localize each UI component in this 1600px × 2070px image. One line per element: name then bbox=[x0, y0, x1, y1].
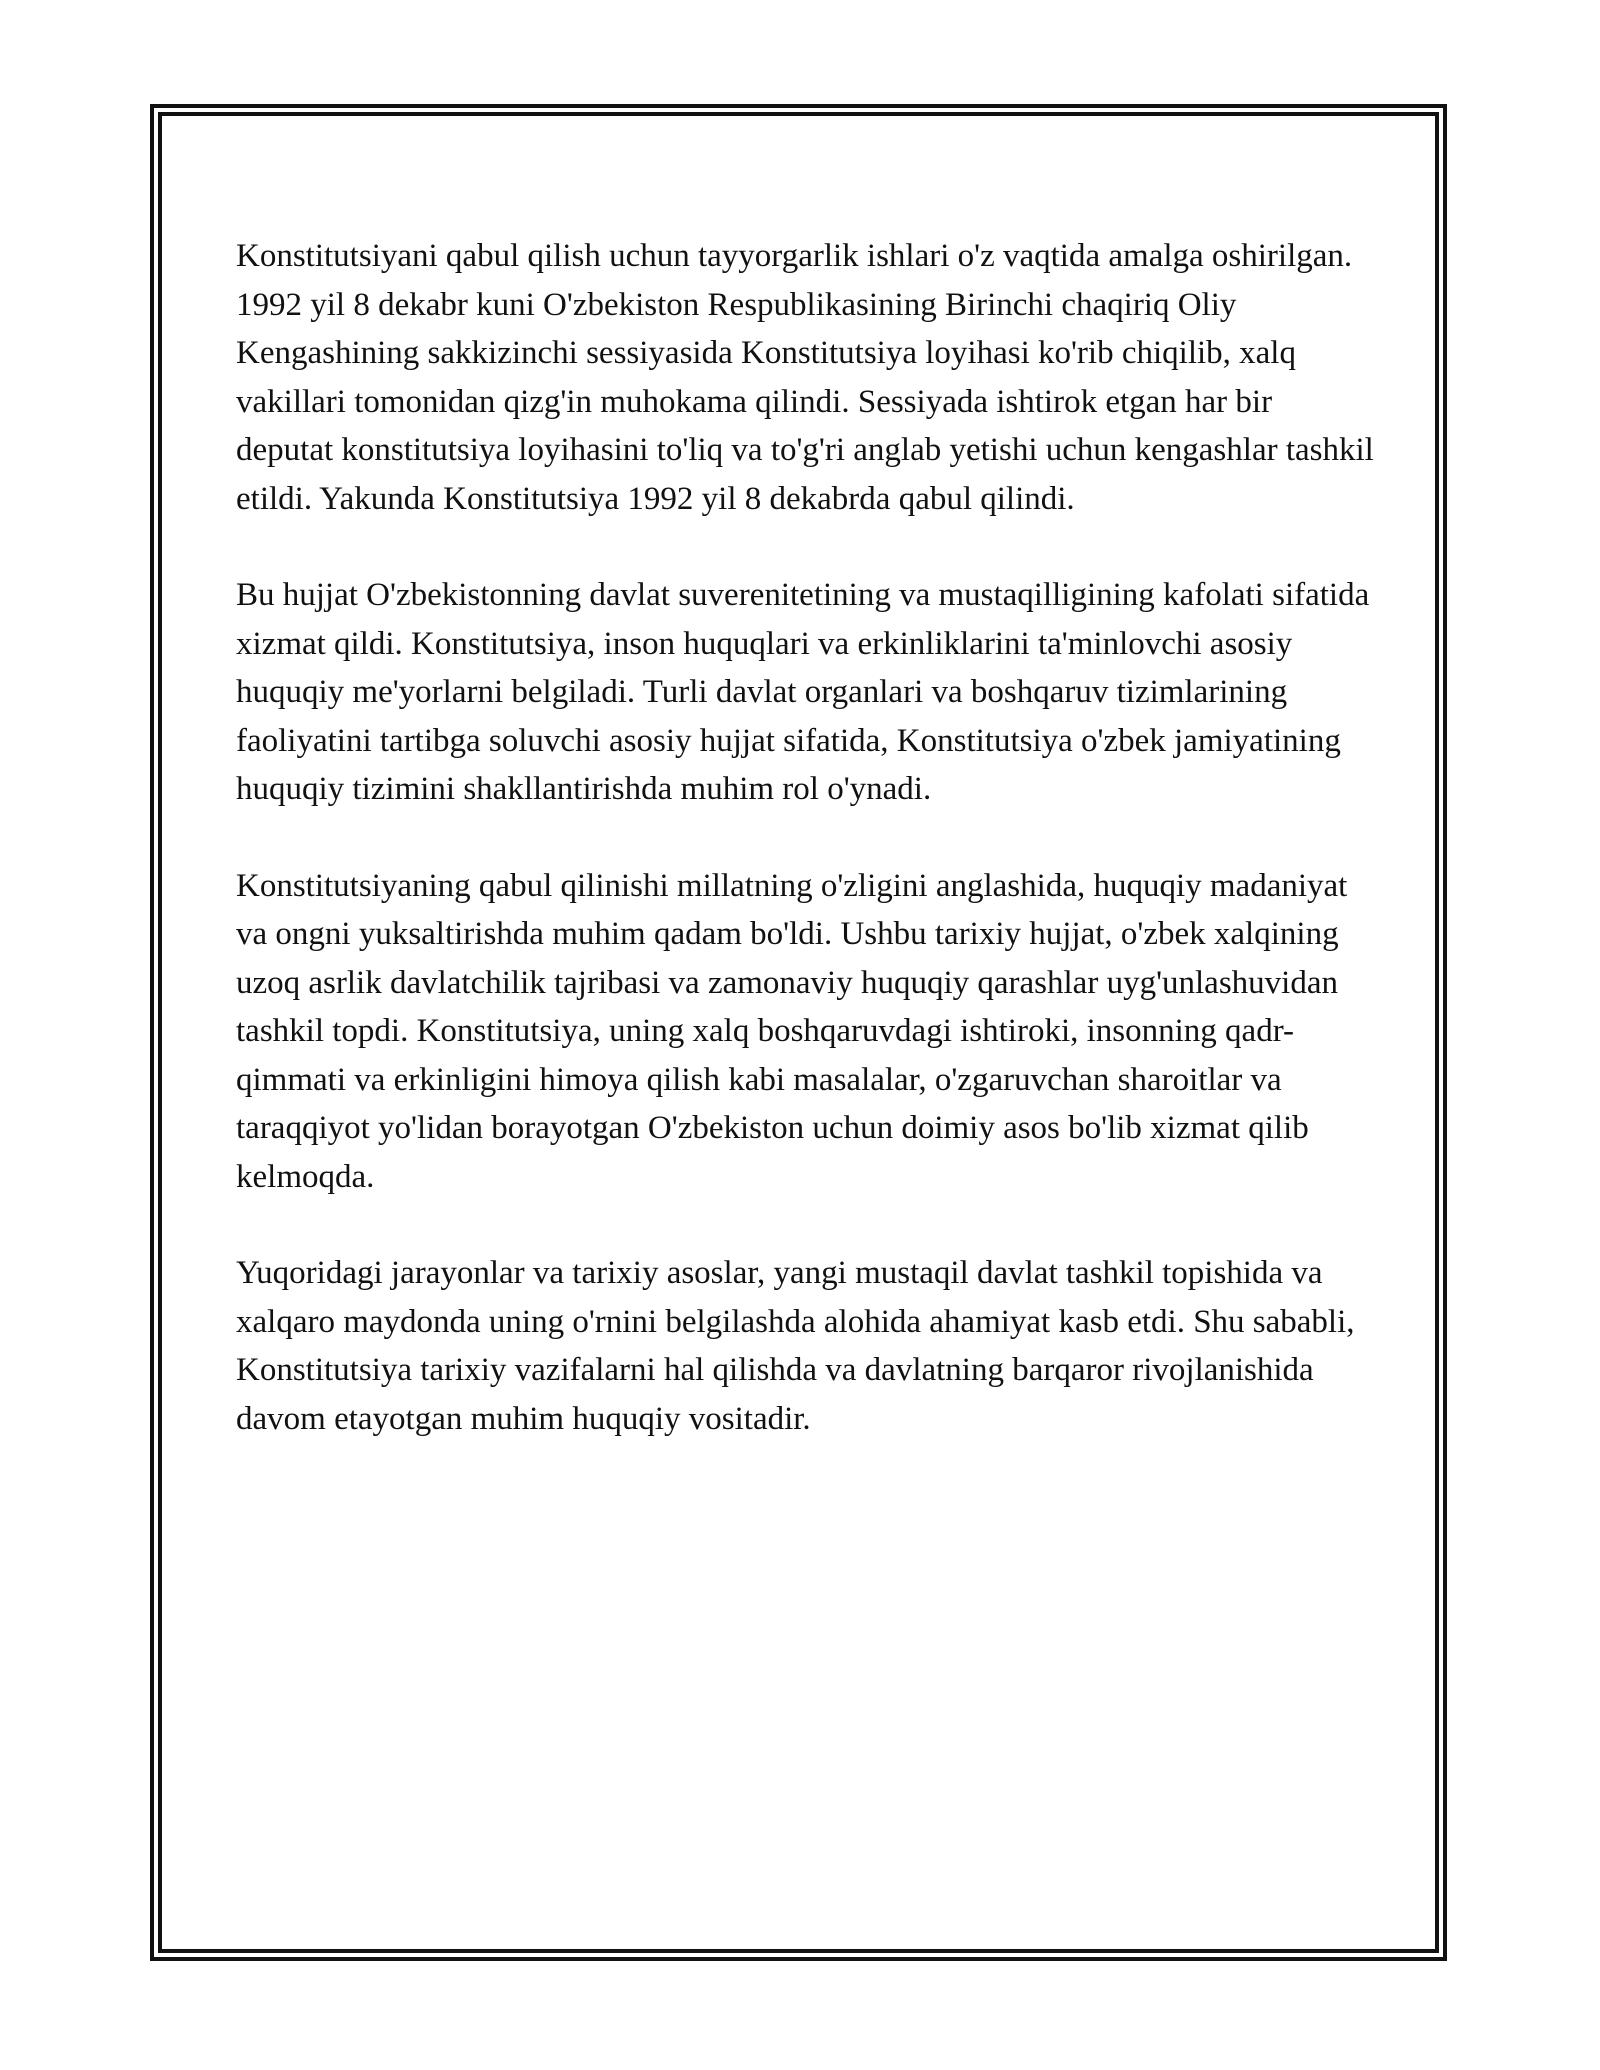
document-body bbox=[236, 232, 1376, 1443]
paragraph-2: Bu hujjat O'zbekistonning davlat suverenitetining va mustaqilligining kafolati sifatida xizmat qildi. Konstitutsiya, inson huquqlari va erkinliklarini ta'minlovchi asosiy huquqiy me'yorlarni belgiladi. Turli davlat organlari va boshqaruv tizimlarining faoliyatini tartibga soluvchi asosiy hujjat sifatida, Konstitutsiya o'zbek jamiyatining huquqiy tizimini shakllantirishda muhim rol o'ynadi. bbox=[236, 577, 1370, 807]
paragraph-4: Yuqoridagi jarayonlar va tarixiy asoslar, yangi mustaqil davlat tashkil topishida va xalqaro maydonda uning o'rnini belgilashda alohida ahamiyat kasb etdi. Shu sababli, Konstitutsiya tarixiy vazifalarni hal qilishda va davlatning barqaror rivojlanishida davom etayotgan muhim huquqiy vositadir. bbox=[236, 1255, 1355, 1437]
paragraph-3: Konstitutsiyaning qabul qilinishi millatning o'zligini anglashida, huquqiy madaniyat va ongni yuksaltirishda muhim qadam bo'ldi. Ushbu tarixiy hujjat, o'zbek xalqining uzoq asrlik davlatchilik tajribasi va zamonaviy huquqiy qarashlar uyg'unlashuvidan tashkil topdi. Konstitutsiya, uning xalq boshqaruvdagi ishtiroki, insonning qadr-qimmati va erkinligini himoya qilish kabi masalalar, o'zgaruvchan sharoitlar va taraqqiyot yo'lidan borayotgan O'zbekiston uchun doimiy asos bo'lib xizmat qilib kelmoqda. bbox=[236, 867, 1348, 1195]
paragraph-1: Konstitutsiyani qabul qilish uchun tayyorgarlik ishlari o'z vaqtida amalga oshirilgan. 1992 yil 8 dekabr kuni O'zbekiston Respublikasining Birinchi chaqiriq Oliy Kengashining sakkizinchi sessiyasida Konstitutsiya loyihasi ko'rib chiqilib, xalq vakillari tomonidan qizg'in muhokama qilindi. Sessiyada ishtirok etgan har bir deputat konstitutsiya loyihasini to'liq va to'g'ri anglab yetishi uchun kengashlar tashkil etildi. Yakunda Konstitutsiya 1992 yil 8 dekabrda qabul qilindi. bbox=[236, 238, 1374, 517]
